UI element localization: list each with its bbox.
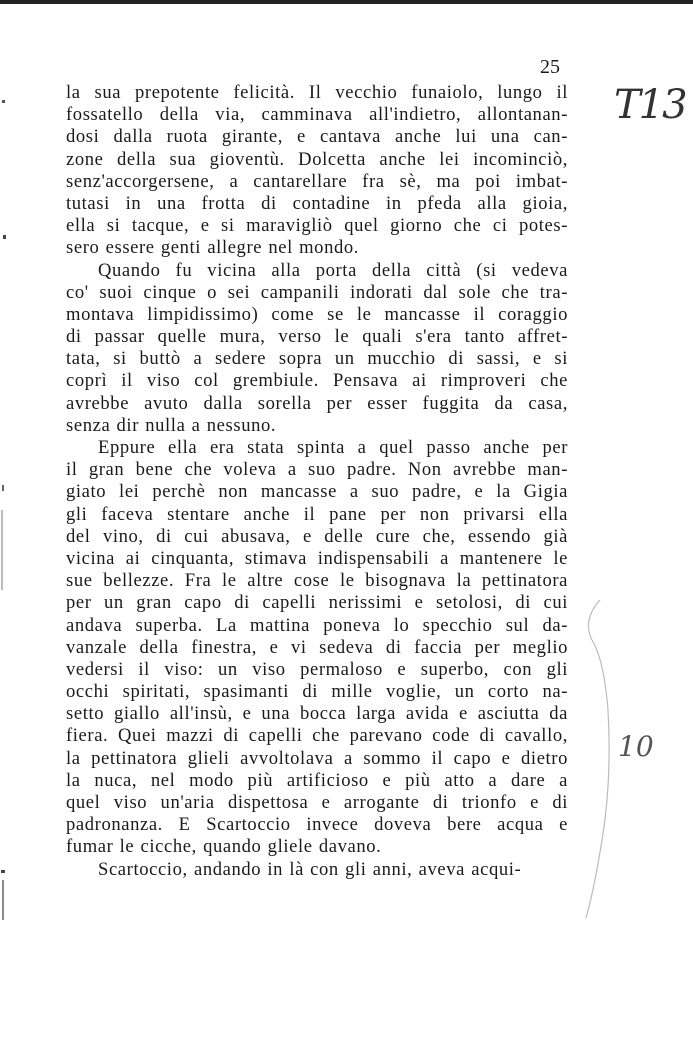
text-line: Scartoccio, andando in là con gli anni, aveva acqui- <box>98 858 522 880</box>
text-line: senza dir nulla a nessuno. <box>66 414 277 436</box>
text-line: la nuca, nel modo più artificioso e più atto a dare a <box>66 769 568 791</box>
text-line: montava limpidissimo) come se le mancasse il coraggio <box>66 303 568 325</box>
text-line: setto giallo all'insù, e una bocca larga avida e asciutta da <box>66 703 568 725</box>
text-line: padronanza. E Scartoccio invece doveva bere acqua e <box>66 814 568 836</box>
text-line: zone della sua gioventù. Dolcetta anche lei incominciò, <box>66 148 568 170</box>
page-number: 25 <box>540 56 560 78</box>
text-line: per un gran capo di capelli nerissimi e setolosi, di cui <box>66 592 568 614</box>
text-line: il gran bene che voleva a suo padre. Non avrebbe man- <box>66 459 568 481</box>
text-line: tata, si buttò a sedere sopra un mucchio di sassi, e si <box>66 348 568 370</box>
text-line: andava superba. La mattina poneva lo specchio sul da- <box>66 614 568 636</box>
text-line: tutasi in una frotta di contadine in pfeda alla gioia, <box>66 192 568 214</box>
text-line: sero essere genti allegre nel mondo. <box>66 237 360 259</box>
text-line: vanzale della finestra, e vi sedeva di faccia per meglio <box>66 636 568 658</box>
text-line: gli faceva stentare anche il pane per non privarsi ella <box>66 503 568 525</box>
text-line: sue bellezze. Fra le altre cose le bisognava la pettinatora <box>66 570 568 592</box>
text-line: la sua prepotente felicità. Il vecchio funaiolo, lungo il <box>66 82 568 103</box>
text-line: ella si tacque, e si maravigliò quel giorno che ci potes- <box>66 215 568 237</box>
text-line: vicina ai cinquanta, stimava indispensabili a mantenere le <box>66 547 568 569</box>
body-text <box>66 82 568 881</box>
text-line: fumar le cicche, quando gliele davano. <box>66 836 382 858</box>
text-line: vedersi il viso: un viso permaloso e superbo, con gli <box>66 658 568 680</box>
paragraph <box>66 437 568 859</box>
text-line: del vino, di cui abusava, e delle cure che, essendo già <box>66 525 568 547</box>
top-edge-rule <box>0 0 693 4</box>
text-line: senz'accorgersene, a cantarellare fra sè, ma poi imbat- <box>66 170 568 192</box>
text-line: fossatello della via, camminava all'indietro, allontanan- <box>66 104 568 126</box>
handwritten-annotation-margin: 10 <box>618 730 654 763</box>
margin-pencil-mark <box>580 600 620 920</box>
text-line: co' suoi cinque o sei campanili indorati dal sole che tra- <box>66 281 568 303</box>
text-line: avrebbe avuto dalla sorella per esser fuggita da casa, <box>66 392 568 414</box>
text-line: la pettinatora glieli avvoltolava a sommo il capo e dietro <box>66 747 568 769</box>
text-line: occhi spiritati, spasimanti di mille voglie, un corto na- <box>66 681 568 703</box>
text-line: fiera. Quei mazzi di capelli che parevano code di cavallo, <box>66 725 568 747</box>
text-line: dosi dalla ruota girante, e cantava anche lui una can- <box>66 126 568 148</box>
text-line: Eppure ella era stata spinta a quel passo anche per <box>98 437 568 458</box>
text-line: giato lei perchè non mancasse a suo padre, e la Gigia <box>66 481 568 503</box>
paragraph <box>66 859 568 881</box>
text-line: Quando fu vicina alla porta della città (si vedeva <box>98 259 568 281</box>
text-line: quel viso un'aria dispettosa e arrogante di trionfo e di <box>66 792 568 813</box>
text-line: coprì il viso col grembiule. Pensava ai rimproveri che <box>66 370 568 392</box>
paragraph <box>66 260 568 438</box>
paragraph <box>66 82 568 260</box>
text-line: di passar quelle mura, verso le quali s'era tanto affret- <box>66 326 568 348</box>
left-edge-scan-marks <box>0 80 12 980</box>
handwritten-annotation-top: T13 <box>614 82 686 128</box>
